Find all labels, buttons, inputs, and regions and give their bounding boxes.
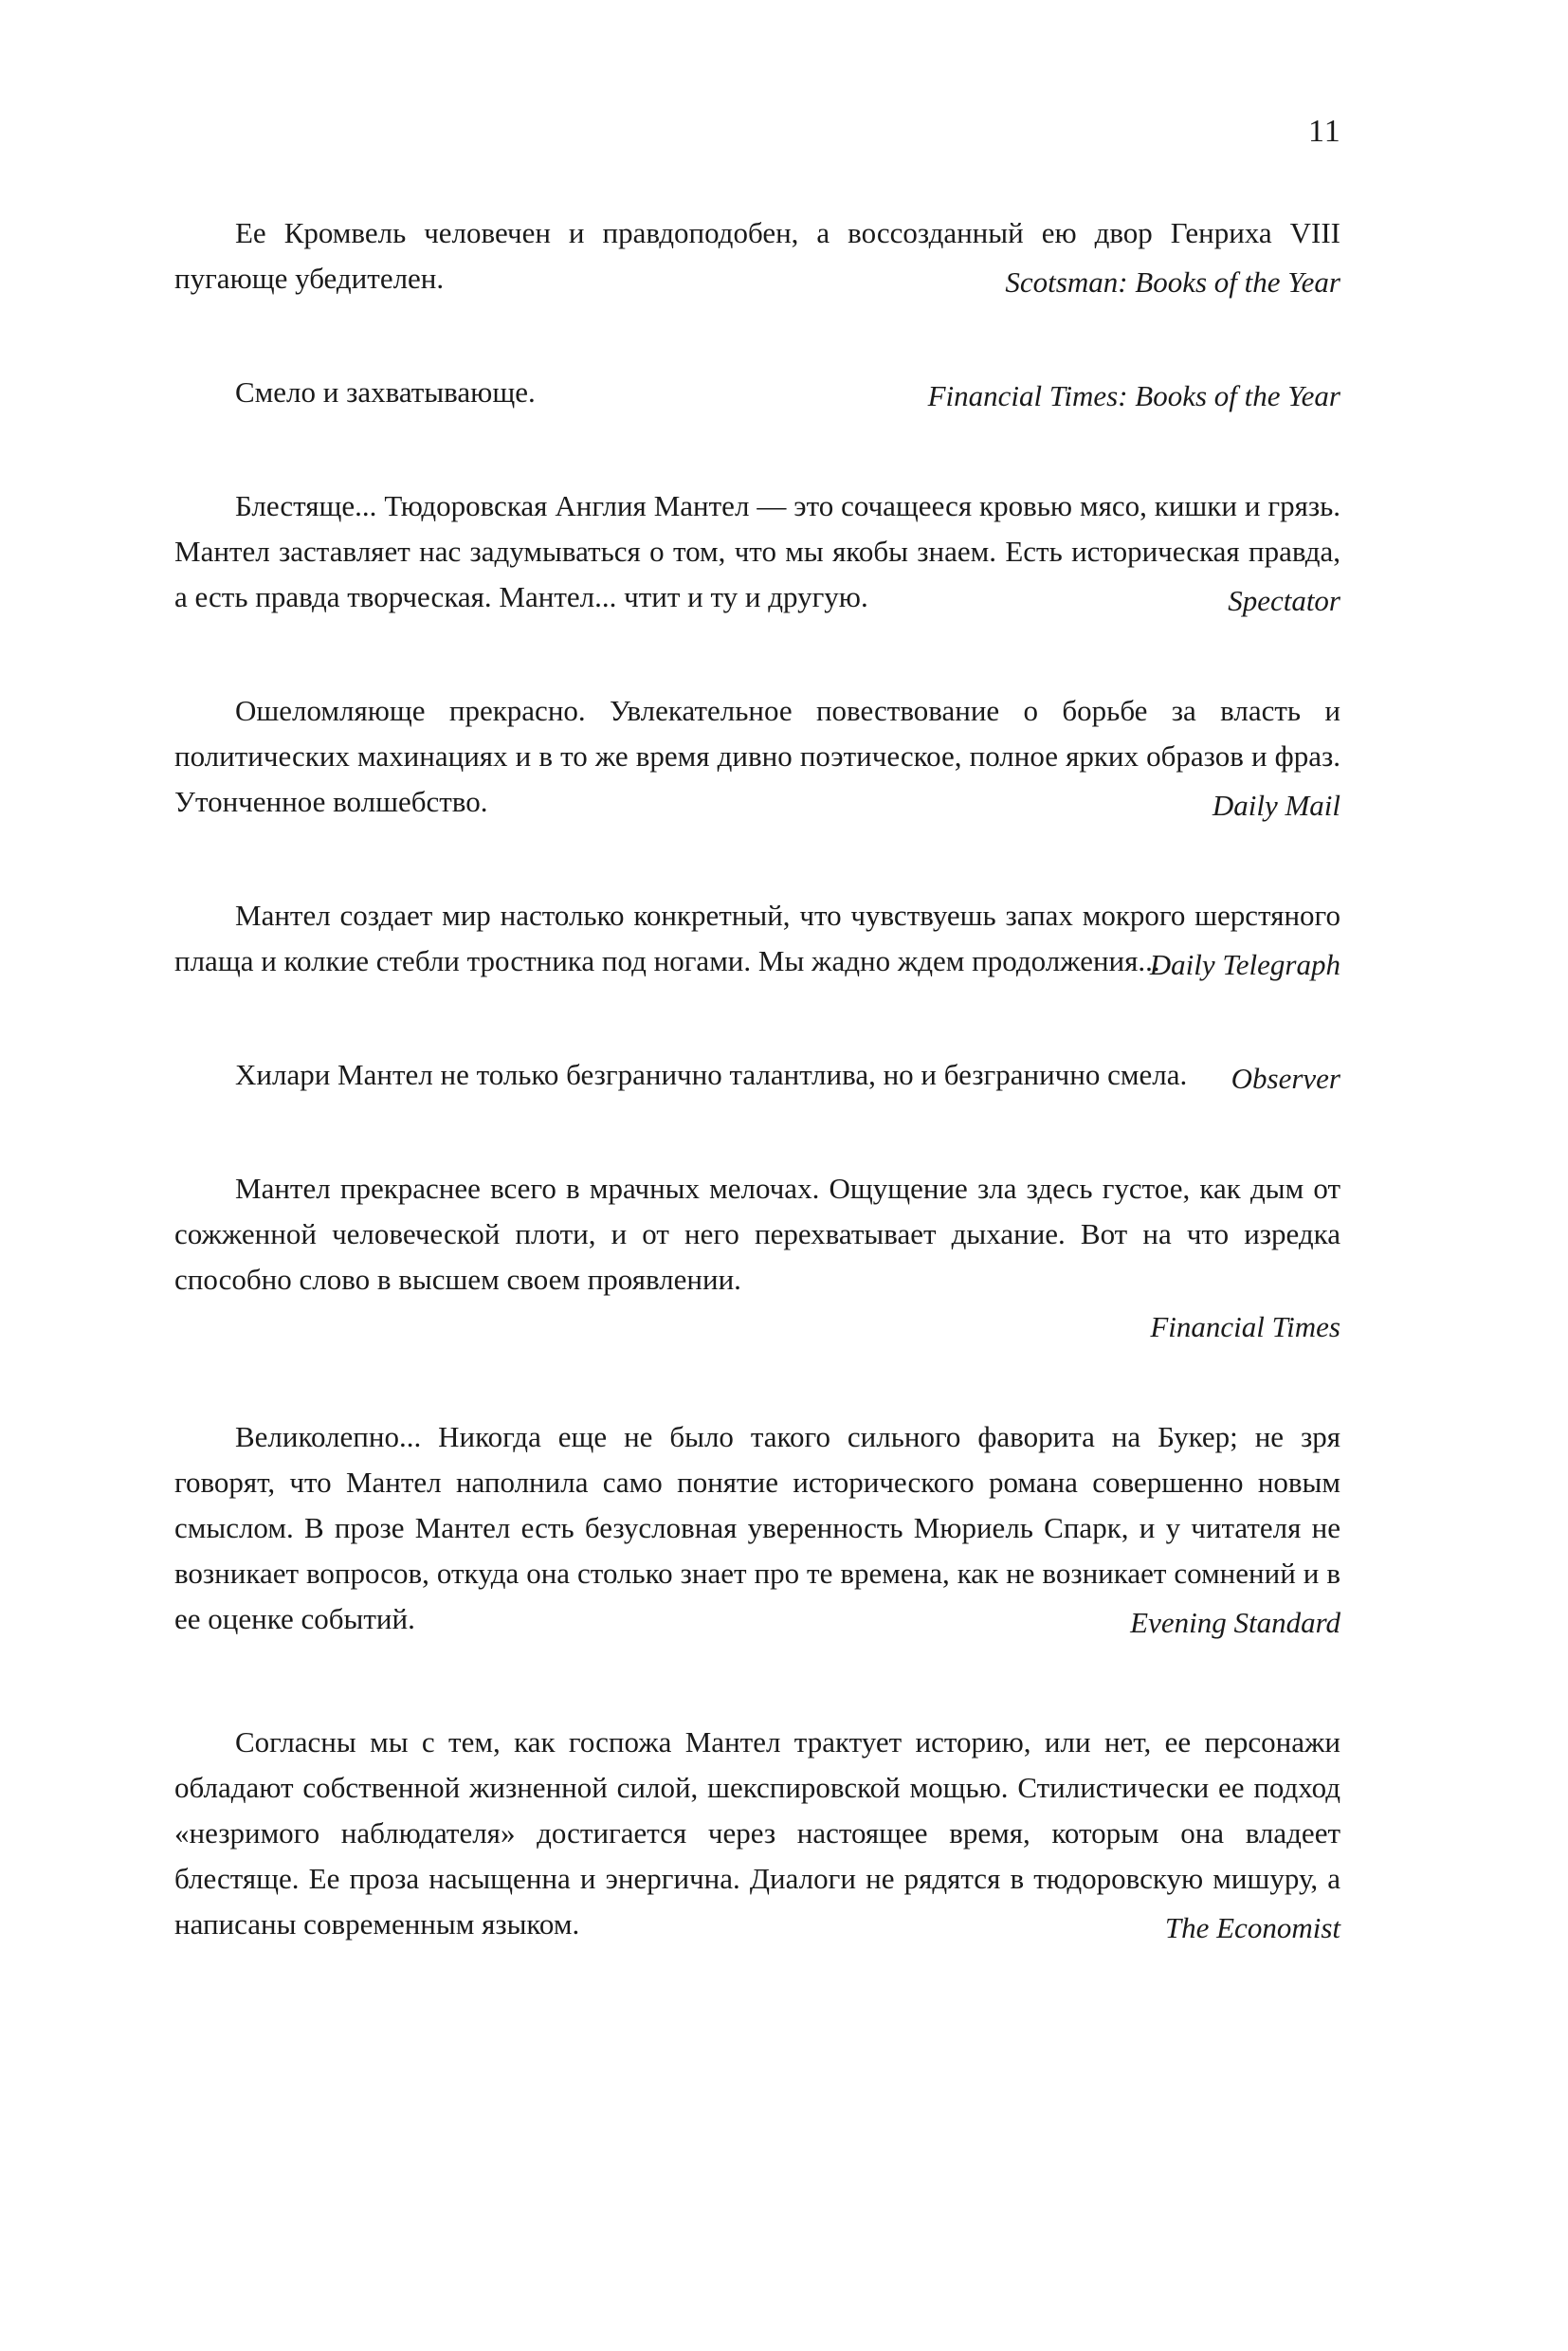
quote-text: Смело и захватывающе. xyxy=(235,375,536,409)
quote-text: Ошеломляюще прекрасно. Увлекательное повествование о борьбе за власть и политических махинациях и в то же время дивно поэтическое, полное ярких образов и фраз. Утонченное волшебство. xyxy=(174,694,1340,818)
quote-source: Scotsman: Books of the Year xyxy=(1005,265,1340,299)
quote-source: Spectator xyxy=(1228,584,1340,617)
quote-5 xyxy=(174,893,1340,988)
quote-source: Observer xyxy=(1231,1062,1340,1095)
quote-source: Evening Standard xyxy=(1130,1606,1340,1639)
quote-1 xyxy=(174,210,1340,305)
page-number: 11 xyxy=(1308,114,1341,149)
quote-text: Блестяще... Тюдоровская Англия Мантел — это сочащееся кровью мясо, кишки и грязь. Мантел заставляет нас задумываться о том, что мы якобы знаем. Есть историческая правда, а есть правда творческая. Мантел... чтит и ту и другую. xyxy=(174,489,1340,613)
quote-text: Ее Кромвель человечен и правдоподобен, а воссозданный ею двор Генриха VIII пугающе убедителен. xyxy=(174,216,1340,295)
quote-8 xyxy=(174,1414,1340,1646)
quote-source: Financial Times: Books of the Year xyxy=(927,379,1340,412)
quote-source: The Economist xyxy=(1164,1911,1340,1944)
quote-3 xyxy=(174,483,1340,624)
quote-6 xyxy=(174,1052,1340,1102)
quote-text: Согласны мы с тем, как госпожа Мантел трактует историю, или нет, ее персонажи обладают собственной жизненной силой, шекспировской мощью. Стилистически ее подход «незримого наблюдателя» достигается через настоящее время, которым она владеет блестяще. Ее проза насыщенна и энергична. Диалоги не рядятся в тюдоровскую мишуру, а написаны современным языком. xyxy=(174,1725,1340,1941)
quote-source: Daily Mail xyxy=(1212,789,1340,822)
quote-text: Великолепно... Никогда еще не было такого сильного фаворита на Букер; не зря говорят, что Мантел наполнила само понятие исторического романа совершенно новым смыслом. В прозе Мантел есть безусловная уверенность Мюриель Спарк, и у читателя не возникает вопросов, откуда она столько знает про те времена, как не возникает сомнений и в ее оценке событий. xyxy=(174,1420,1340,1635)
quote-2 xyxy=(174,370,1340,419)
quotes-list xyxy=(174,210,1340,1951)
quote-source: Daily Telegraph xyxy=(1149,948,1340,981)
quote-text: Хилари Мантел не только безгранично талантлива, но и безгранично смела. xyxy=(235,1058,1188,1091)
quote-4 xyxy=(174,688,1340,829)
quote-text: Мантел создает мир настолько конкретный, что чувствуешь запах мокрого шерстяного плаща и колкие стебли тростника под ногами. Мы жадно ждем продолжения... xyxy=(174,899,1340,977)
quote-7 xyxy=(174,1166,1340,1350)
quote-source: Financial Times xyxy=(1150,1310,1340,1343)
quote-text: Мантел прекраснее всего в мрачных мелочах. Ощущение зла здесь густое, как дым от сожженной человеческой плоти, и от него перехватывает дыхание. Вот на что изредка способно слово в высшем своем проявлении. xyxy=(174,1172,1340,1296)
quote-9 xyxy=(174,1720,1340,1951)
